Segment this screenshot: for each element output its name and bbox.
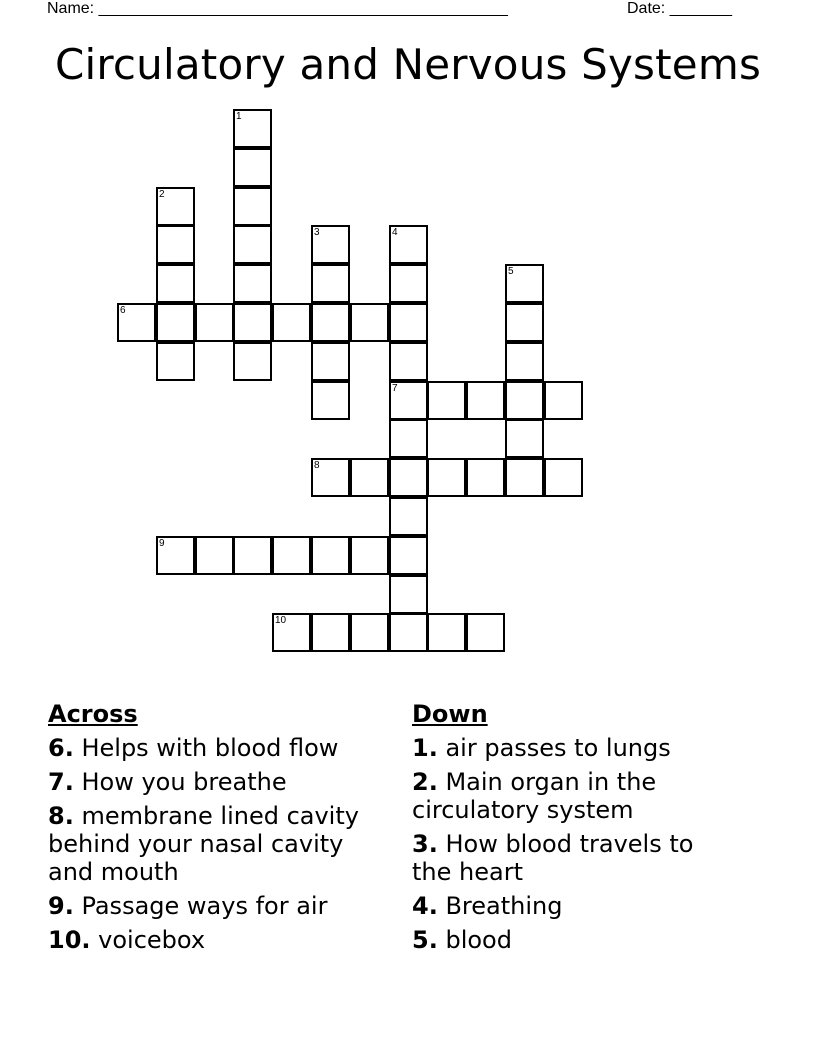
cell-number: 8 xyxy=(314,460,320,471)
clue-text: voicebox xyxy=(90,926,206,954)
grid-cell[interactable] xyxy=(505,342,544,381)
date-field-label: Date: _______ xyxy=(627,0,732,17)
clue-across-8 xyxy=(48,802,388,886)
grid-cell[interactable] xyxy=(389,342,428,381)
grid-cell[interactable] xyxy=(389,381,428,420)
grid-cell[interactable] xyxy=(505,419,544,458)
grid-cell[interactable] xyxy=(156,342,195,381)
grid-cell[interactable] xyxy=(544,458,583,497)
name-field-label: Name: ______________________________________________ xyxy=(47,0,508,17)
grid-cell[interactable] xyxy=(505,303,544,342)
down-heading: Down xyxy=(412,700,488,728)
grid-cell[interactable] xyxy=(233,536,272,575)
grid-cell[interactable] xyxy=(156,264,195,303)
cell-number: 3 xyxy=(314,227,320,238)
grid-cell[interactable] xyxy=(389,225,428,264)
grid-cell[interactable] xyxy=(233,187,272,226)
grid-cell[interactable] xyxy=(311,225,350,264)
grid-cell[interactable] xyxy=(350,303,389,342)
clue-number: 7. xyxy=(48,768,74,796)
clue-down-3 xyxy=(412,830,732,886)
grid-cell[interactable] xyxy=(233,148,272,187)
grid-cell[interactable] xyxy=(156,187,195,226)
clue-down-2 xyxy=(412,768,732,824)
cell-number: 9 xyxy=(159,538,165,549)
grid-cell[interactable] xyxy=(311,381,350,420)
grid-cell[interactable] xyxy=(389,458,428,497)
grid-cell[interactable] xyxy=(466,458,505,497)
grid-cell[interactable] xyxy=(311,458,350,497)
clue-across-6 xyxy=(48,734,388,762)
grid-cell[interactable] xyxy=(389,419,428,458)
clue-text: membrane lined cavity behind your nasal cavity and mouth xyxy=(48,802,359,886)
cell-number: 5 xyxy=(508,266,514,277)
grid-cell[interactable] xyxy=(272,303,311,342)
clue-down-5 xyxy=(412,926,732,954)
clue-text: air passes to lungs xyxy=(437,734,671,762)
across-heading: Across xyxy=(48,700,138,728)
grid-cell[interactable] xyxy=(233,342,272,381)
clue-number: 8. xyxy=(48,802,74,830)
grid-cell[interactable] xyxy=(389,303,428,342)
clue-number: 4. xyxy=(412,892,438,920)
clue-text: blood xyxy=(437,926,512,954)
clue-number: 1. xyxy=(412,734,438,762)
grid-cell[interactable] xyxy=(350,613,389,652)
clue-text: Passage ways for air xyxy=(73,892,328,920)
grid-cell[interactable] xyxy=(505,458,544,497)
across-clues xyxy=(48,700,388,960)
clue-number: 9. xyxy=(48,892,74,920)
clue-text: How blood travels to the heart xyxy=(412,830,694,886)
clue-number: 2. xyxy=(412,768,438,796)
grid-cell[interactable] xyxy=(272,613,311,652)
grid-cell[interactable] xyxy=(195,303,234,342)
grid-cell[interactable] xyxy=(311,613,350,652)
clue-down-4 xyxy=(412,892,732,920)
grid-cell[interactable] xyxy=(466,613,505,652)
grid-cell[interactable] xyxy=(389,613,428,652)
grid-cell[interactable] xyxy=(427,381,466,420)
clue-text: Main organ in the circulatory system xyxy=(412,768,657,824)
grid-cell[interactable] xyxy=(311,536,350,575)
grid-cell[interactable] xyxy=(233,264,272,303)
down-clues xyxy=(412,700,732,960)
grid-cell[interactable] xyxy=(389,264,428,303)
clue-across-10 xyxy=(48,926,388,954)
grid-cell[interactable] xyxy=(156,536,195,575)
grid-cell[interactable] xyxy=(505,264,544,303)
grid-cell[interactable] xyxy=(233,225,272,264)
cell-number: 1 xyxy=(236,111,242,122)
cell-number: 7 xyxy=(392,383,398,394)
grid-cell[interactable] xyxy=(505,381,544,420)
grid-cell[interactable] xyxy=(350,536,389,575)
cell-number: 6 xyxy=(120,305,126,316)
grid-cell[interactable] xyxy=(156,303,195,342)
cell-number: 2 xyxy=(159,189,165,200)
clue-down-1 xyxy=(412,734,732,762)
clue-number: 6. xyxy=(48,734,74,762)
clue-text: How you breathe xyxy=(73,768,287,796)
grid-cell[interactable] xyxy=(389,536,428,575)
grid-cell[interactable] xyxy=(272,536,311,575)
grid-cell[interactable] xyxy=(195,536,234,575)
clue-across-7 xyxy=(48,768,388,796)
clue-number: 5. xyxy=(412,926,438,954)
cell-number: 4 xyxy=(392,227,398,238)
grid-cell[interactable] xyxy=(389,575,428,614)
clue-across-9 xyxy=(48,892,388,920)
grid-cell[interactable] xyxy=(156,225,195,264)
grid-cell[interactable] xyxy=(466,381,505,420)
grid-cell[interactable] xyxy=(117,303,156,342)
grid-cell[interactable] xyxy=(233,109,272,148)
grid-cell[interactable] xyxy=(311,264,350,303)
grid-cell[interactable] xyxy=(311,303,350,342)
grid-cell[interactable] xyxy=(389,497,428,536)
grid-cell[interactable] xyxy=(311,342,350,381)
clue-text: Helps with blood flow xyxy=(73,734,339,762)
clue-number: 3. xyxy=(412,830,438,858)
grid-cell[interactable] xyxy=(544,381,583,420)
grid-cell[interactable] xyxy=(233,303,272,342)
page-title: Circulatory and Nervous Systems xyxy=(54,40,762,89)
grid-cell[interactable] xyxy=(427,458,466,497)
clue-number: 10. xyxy=(48,926,91,954)
clue-text: Breathing xyxy=(437,892,563,920)
grid-cell[interactable] xyxy=(350,458,389,497)
grid-cell[interactable] xyxy=(427,613,466,652)
cell-number: 10 xyxy=(275,615,287,626)
